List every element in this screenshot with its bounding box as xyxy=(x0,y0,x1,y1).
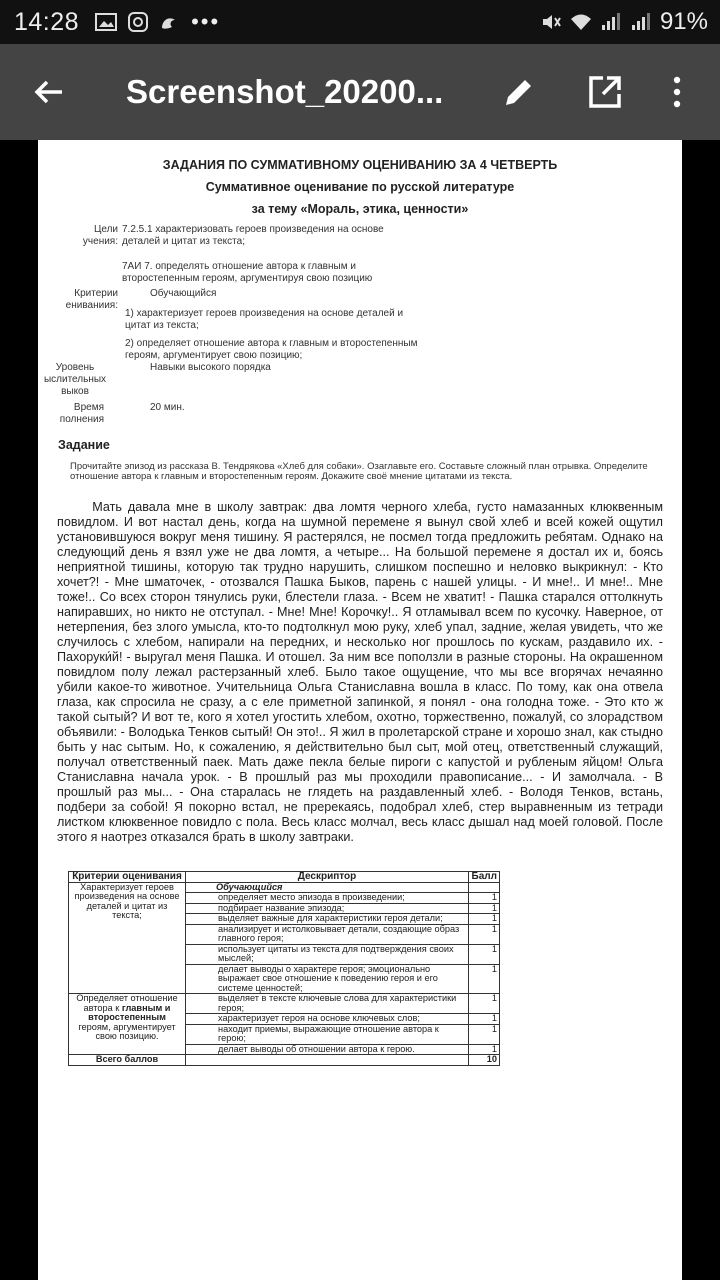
doc-heading-2: Суммативное оценивание по русской литературе xyxy=(205,180,515,194)
score: 1 xyxy=(469,994,500,1014)
image-viewer[interactable] xyxy=(0,140,720,1280)
signal-2-icon xyxy=(630,12,652,32)
story-text xyxy=(57,500,663,845)
level-value: Навыки высокого порядка xyxy=(150,362,271,373)
instagram-icon xyxy=(127,12,149,32)
status-bar xyxy=(0,0,720,44)
learner-label: Обучающийся xyxy=(150,288,217,299)
score-empty xyxy=(469,882,500,893)
criteria-label: Критерии ениваниия: xyxy=(65,288,118,311)
mute-icon xyxy=(540,12,562,32)
table-row xyxy=(69,882,500,893)
descriptor: характеризует героя на основе ключевых слов; xyxy=(186,1014,469,1025)
criteria-table xyxy=(68,871,500,1066)
gallery-icon xyxy=(95,12,117,32)
header-score: Балл xyxy=(469,872,500,883)
criterion-1: 1) характеризует героев произведения на основе деталей и цитат из текста; xyxy=(125,308,404,331)
total-label: Всего баллов xyxy=(69,1055,186,1066)
learner-cell: Обучающийся xyxy=(186,882,469,893)
criterion-2-cell xyxy=(69,994,186,1055)
descriptor: делает выводы об отношении автора к герою. xyxy=(186,1044,469,1055)
score: 1 xyxy=(469,1024,500,1044)
score: 1 xyxy=(469,1014,500,1025)
task-title: Задание xyxy=(58,438,110,452)
total-value: 10 xyxy=(469,1055,500,1066)
criterion-2-text-c: героям, аргументирует свою позицию. xyxy=(78,1021,176,1041)
criterion-2-text-a: Определяет отношение автора к xyxy=(76,993,178,1013)
header-criteria: Критерии оценивания xyxy=(69,872,186,883)
total-empty xyxy=(186,1055,469,1066)
score: 1 xyxy=(469,944,500,964)
goal-2: 7АИ 7. определять отношение автора к главным и второстепенным героям, аргументируя свою позицию xyxy=(122,261,373,284)
header-descriptor: Дескриптор xyxy=(186,872,469,883)
file-title: Screenshot_20200... xyxy=(126,73,444,110)
descriptor: выделяет важные для характеристики героя детали; xyxy=(186,914,469,925)
descriptor: выделяет в тексте ключевые слова для характеристики героя; xyxy=(186,994,469,1014)
score: 1 xyxy=(469,914,500,925)
score: 1 xyxy=(469,1044,500,1055)
level-label: Уровень ыслительных выков xyxy=(43,362,107,397)
criterion-1-text: Характеризует героев произведения на основе деталей и цитат из текста; xyxy=(74,881,180,920)
table-total-row xyxy=(69,1055,500,1066)
edit-pencil-icon[interactable] xyxy=(501,74,537,110)
doc-heading-1: ЗАДАНИЯ ПО СУММАТИВНОМУ ОЦЕНИВАНИЮ ЗА 4 ЧЕТВЕРТЬ xyxy=(162,158,558,172)
descriptor: находит приемы, выражающие отношение автора к герою; xyxy=(186,1024,469,1044)
score: 1 xyxy=(469,893,500,904)
goal-1: 7.2.5.1 характеризовать героев произведения на основе деталей и цитат из текста; xyxy=(122,224,384,247)
open-external-icon[interactable] xyxy=(587,74,623,110)
goals-label: Цели учения: xyxy=(82,224,118,247)
wifi-icon xyxy=(570,12,592,32)
story-body: Мать давала мне в школу завтрак: два ломтя черного хлеба, густо намазанных клюквенным повидлом. И вот настал день, когда на шумной перемене я вынул свой хлеб и всей кожей ощутил установившуюся вокруг меня тишину. Я растерялся, не посмел тогда предложить ребятам. Однако на следующий день я взял уже не два ломтя, а четыре... На большой перемене я достал их и, боясь неприятной тишины, которую так трудно нарушить, слишком поспешно и неловко выкрикнул: - Кто хочет?! - Мне шматочек, - отозвался Пашка Быков, парень с нашей улицы. - И мне!.. И мне!.. Мне тоже!.. Со всех сторон тянулись руки, блестели глаза. - Всем не хватит! - Пашка старался оттолкнуть напиравших, но никто не отступал. - Мне! Мне! Корочку!.. Я отламывал всем по кусочку. Наверное, от нетерпения, без злого умысла, кто-то подтолкнул мою руку, хлеб упал, задние, желая увидеть, что же случилось с хлебом, напирали на передних, и несколько ног прошлось по кускам, раздавило их. - Пахоруки́й! - выругал меня Пашка. И отошел. За ним все поползли в разные стороны. На окрашенном повидлом полу лежал растерзанный хлеб. Было такое ощущение, что мы все вгорячах нечаянно убили какое-то животное. Учительница Ольга Станиславна вошла в класс. По тому, как она отвела глаза, как спросила не сразу, а с еле приметной запинкой, я понял - она голодна тоже. - Это кто ж такой сытый? И вот те, кого я хотел угостить хлебом, охотно, торжественно, пожалуй, со злорадством объявили: - Володька Тенков сытый! Он это!.. Я жил в пролетарской стране и хорошо знал, как стыдно быть у нас сытым. Но, к сожалению, я действительно был сыт, мой отец, ответственный служащий, получал ответственный паек. Мать даже пекла белые пироги с капустой и рубленым яйцом! Ольга Станиславна начала урок. - В прошлый раз мы проходили правописание... - И замолчала. - В прошлый раз мы... - Она старалась не глядеть на раздавленный хлеб. - Володя Тенков, встань, подбери за собой! Я покорно встал, не пререкаясь, подобрал хлеб, стер выравненным из тетради листком клюквенное повидло с пола. Весь класс молчал, весь класс дышал над моей головой. После этого я наотрез отказался брать в школу завтраки. xyxy=(57,500,663,844)
time-label: Время полнения xyxy=(59,402,104,425)
criterion-2: 2) определяет отношение автора к главным и второстепенным героям, аргументирует свою позицию; xyxy=(125,338,418,361)
app-bar xyxy=(0,44,720,140)
back-arrow-icon[interactable] xyxy=(32,75,66,109)
table-header-row xyxy=(69,872,500,883)
more-options-icon[interactable] xyxy=(667,74,687,110)
status-time: 14:28 xyxy=(14,7,80,36)
descriptor: использует цитаты из текста для подтверждения своих мыслей; xyxy=(186,944,469,964)
task-instruction: Прочитайте эпизод из рассказа В. Тендрякова «Хлеб для собаки». Озаглавьте его. Составьте сложный план отрывка. Определите отношение автора к главным и второстепенным героям. Докажите своё мнение цитатами из текста. xyxy=(70,461,648,482)
notification-icons xyxy=(95,9,220,35)
score: 1 xyxy=(469,924,500,944)
battery-level: 91% xyxy=(659,8,708,35)
time-value: 20 мин. xyxy=(150,402,185,413)
score: 1 xyxy=(469,964,500,994)
criterion-1-cell xyxy=(69,882,186,994)
more-notifications-icon: ••• xyxy=(191,9,221,34)
doc-heading-3: за тему «Мораль, этика, ценности» xyxy=(251,202,469,216)
descriptor: анализирует и истолковывает детали, создающие образ главного героя; xyxy=(186,924,469,944)
signal-icon xyxy=(600,12,622,32)
criterion-2-text-b: главным и второстепенным xyxy=(88,1002,171,1022)
table-row xyxy=(69,994,500,1014)
uc-browser-icon xyxy=(159,12,181,32)
descriptor: подбирает название эпизода; xyxy=(186,903,469,914)
score: 1 xyxy=(469,903,500,914)
descriptor: определяет место эпизода в произведении; xyxy=(186,893,469,904)
descriptor: делает выводы о характере героя; эмоционально выражает свое отношение к поведению героя и его системе ценностей; xyxy=(186,964,469,994)
document-page xyxy=(38,140,682,1280)
